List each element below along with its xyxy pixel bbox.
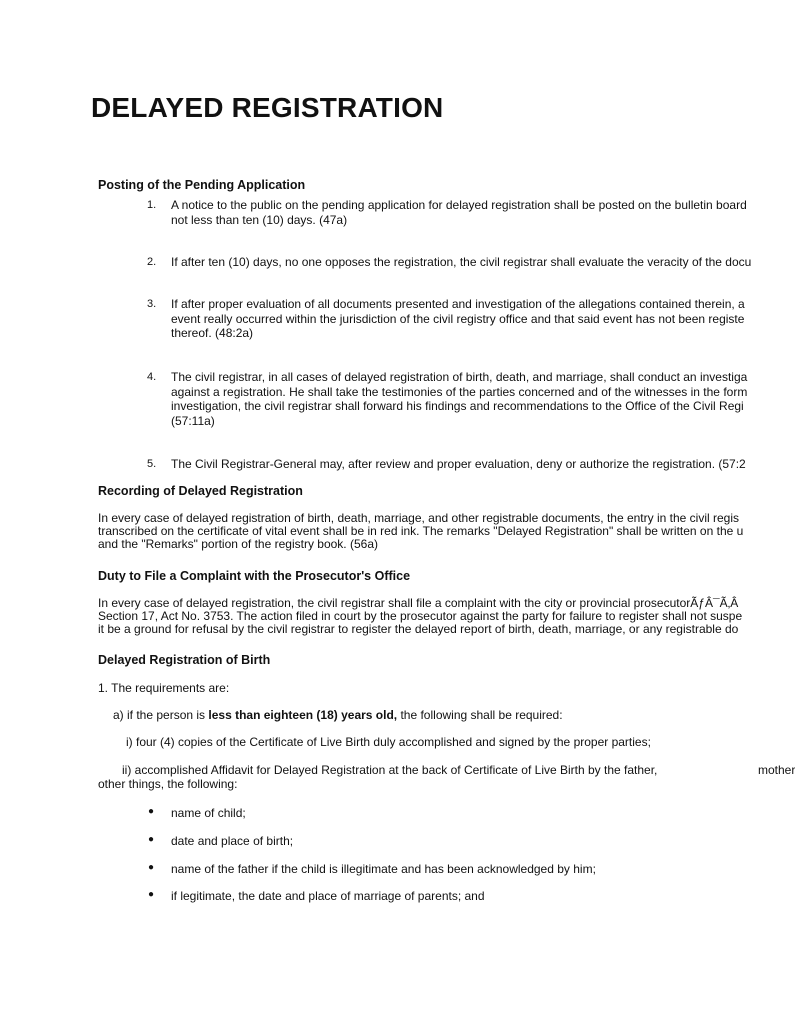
text-line: thereof. (48:2a) bbox=[171, 326, 254, 340]
page-title: DELAYED REGISTRATION bbox=[91, 92, 444, 123]
requirement-ii: ii) accomplished Affidavit for Delayed Registration at the back of Certificate of Live Birth by the father, bbox=[122, 763, 658, 777]
list-number: 4. bbox=[147, 371, 157, 383]
text-line: The Civil Registrar-General may, after review and proper evaluation, deny or authorize the registration. (57:2 bbox=[171, 457, 746, 471]
requirement-a-suffix: the following shall be required: bbox=[397, 708, 563, 722]
requirement-ii-continued: other things, the following: bbox=[98, 777, 238, 791]
requirement-i: i) four (4) copies of the Certificate of Live Birth duly accomplished and signed by the proper parties; bbox=[126, 735, 651, 749]
list-text bbox=[171, 255, 751, 270]
section-heading-duty: Duty to File a Complaint with the Prosecutor's Office bbox=[98, 569, 411, 583]
requirement-a bbox=[113, 708, 563, 722]
section-heading-birth: Delayed Registration of Birth bbox=[98, 653, 271, 667]
bullet-text: if legitimate, the date and place of marriage of parents; and bbox=[171, 889, 485, 903]
text-line: not less than ten (10) days. (47a) bbox=[171, 212, 348, 227]
text-line: Section 17, Act No. 3753. The action filed in court by the prosecutor against the party for failure to register shall not suspe bbox=[98, 609, 743, 623]
list-text bbox=[171, 198, 747, 227]
section-heading-recording: Recording of Delayed Registration bbox=[98, 484, 303, 498]
section-heading-posting: Posting of the Pending Application bbox=[98, 178, 306, 192]
bullet-text: name of child; bbox=[171, 806, 246, 820]
paragraph-duty bbox=[98, 597, 742, 636]
bullet-icon: ● bbox=[148, 862, 155, 873]
list-text bbox=[171, 370, 747, 428]
requirement-ii-mother: mother bbox=[758, 763, 795, 777]
requirement-a-age: less than eighteen (18) years old, bbox=[208, 708, 398, 722]
text-line: against a registration. He shall take the testimonies of the parties concerned and of the witnesses in the form bbox=[171, 384, 748, 399]
text-line: investigation, the civil registrar shall forward his findings and recommendations to the Office of the Civil Regi bbox=[171, 399, 744, 413]
list-text bbox=[171, 297, 745, 341]
text-line: In every case of delayed registration of birth, death, marriage, and other registrable documents, the entry in the civil regis bbox=[98, 511, 740, 525]
list-number: 3. bbox=[147, 298, 157, 310]
text-line: (57:11a) bbox=[171, 413, 215, 428]
text-line: A notice to the public on the pending application for delayed registration shall be posted on the bulletin board bbox=[171, 198, 747, 212]
text-line: In every case of delayed registration, the civil registrar shall file a complaint with the city or provincial prosecutorÃƒÂ¯Ã‚Â bbox=[98, 596, 739, 610]
requirements-intro: 1. The requirements are: bbox=[98, 681, 230, 695]
text-line: transcribed on the certificate of vital event shall be in red ink. The remarks "Delayed Registration" shall be written on the u bbox=[98, 524, 744, 538]
bullet-text: name of the father if the child is illegitimate and has been acknowledged by him; bbox=[171, 862, 596, 876]
requirement-a-prefix: a) if the person is bbox=[113, 708, 209, 722]
list-number: 1. bbox=[147, 199, 157, 211]
bullet-icon: ● bbox=[148, 806, 155, 817]
bullet-icon: ● bbox=[148, 889, 155, 900]
list-text bbox=[171, 457, 746, 472]
list-number: 5. bbox=[147, 458, 157, 470]
bullet-text: date and place of birth; bbox=[171, 834, 294, 848]
text-line: event really occurred within the jurisdiction of the civil registry office and that said event has not been registe bbox=[171, 311, 745, 326]
bullet-icon: ● bbox=[148, 834, 155, 845]
text-line: and the "Remarks" portion of the registry book. (56a) bbox=[98, 537, 378, 551]
text-line: If after proper evaluation of all documents presented and investigation of the allegations contained therein, a bbox=[171, 297, 745, 311]
text-line: If after ten (10) days, no one opposes the registration, the civil registrar shall evaluate the veracity of the docu bbox=[171, 255, 752, 269]
text-line: it be a ground for refusal by the civil registrar to register the delayed report of birth, death, marriage, or any registrable do bbox=[98, 622, 739, 636]
paragraph-recording bbox=[98, 512, 743, 551]
list-number: 2. bbox=[147, 256, 157, 268]
text-line: The civil registrar, in all cases of delayed registration of birth, death, and marriage, shall conduct an investiga bbox=[171, 370, 748, 384]
